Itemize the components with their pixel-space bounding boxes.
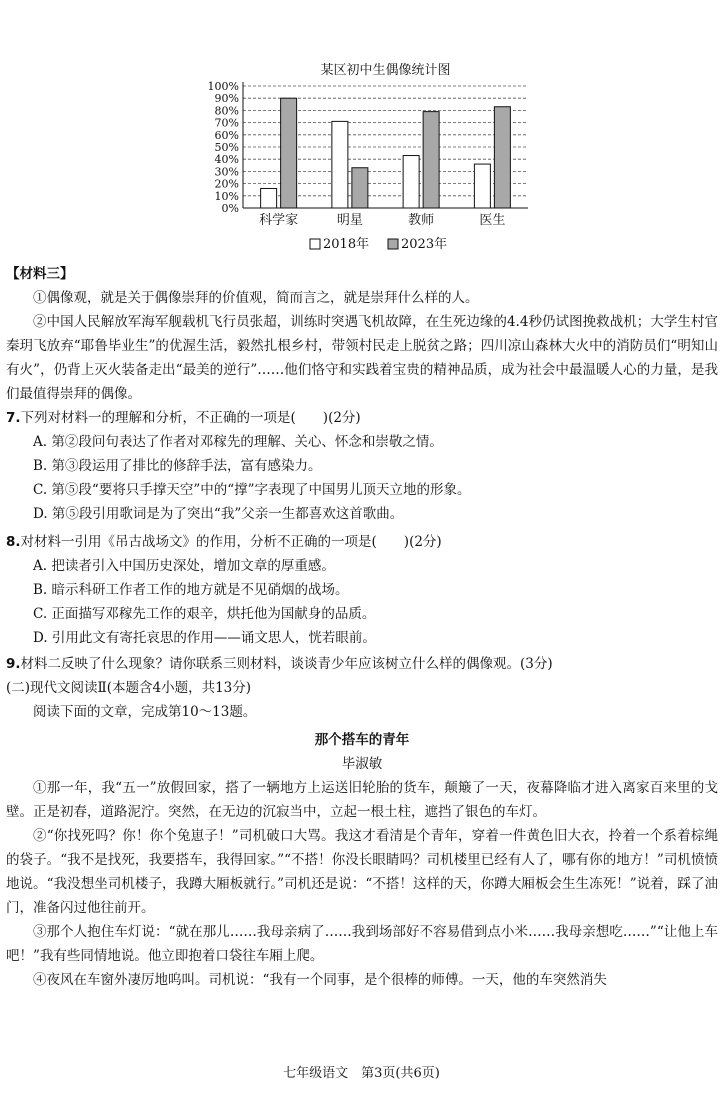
x-category-label: 科学家 [259, 213, 299, 228]
material3-section [6, 262, 718, 406]
legend-swatch [388, 239, 398, 249]
legend-swatch [310, 239, 320, 249]
question-9 [6, 652, 718, 724]
article-author: 毕淑敏 [341, 756, 383, 772]
question-7-stem: 下列对材料一的理解和分析，不正确的一项是( )(2分) [20, 410, 361, 426]
article-paragraph-4: ④夜风在车窗外凄厉地呜叫。司机说：“我有一个同事，是个很棒的师傅。一天，他的车突然消失 [33, 972, 607, 988]
question-8-option-b: B. 暗示科研工作者工作的地方就是不见硝烟的战场。 [33, 582, 349, 598]
question-7-option-c: C. 第⑤段“要将只手撑天空”中的“撑”字表现了中国男儿顶天立地的形象。 [33, 482, 471, 498]
material3-paragraph-2: ②中国人民解放军海军舰载机飞行员张超，训练时突遇飞机故障，在生死边缘的4.4秒仍试图挽救战机；大学生村官秦玥飞放弃“耶鲁毕业生”的优渥生活，毅然扎根乡村，带领村民走上脱贫之路；四川凉山森林大火中的消防员们“明知山有火”，仍背上灭火装备走出“最美的逆行”……他们恪守和实践着宝贵的精神品质，成为社会中最温暖人心的力量，是我们最值得崇拜的偶像。 [6, 314, 718, 402]
idol-statistics-chart [198, 56, 538, 268]
y-tick-label: 80% [214, 104, 239, 118]
question-7 [6, 406, 718, 526]
question-8 [6, 530, 718, 650]
x-category-label: 明星 [336, 213, 363, 228]
question-7-option-a: A. 第②段问句表达了作者对邓稼先的理解、关心、怀念和崇敬之情。 [33, 434, 443, 450]
y-tick-label: 10% [214, 189, 239, 203]
bar-chart-svg [198, 56, 538, 268]
question-8-option-a: A. 把读者引入中国历史深处，增加文章的厚重感。 [33, 558, 335, 574]
y-tick-label: 40% [214, 153, 239, 167]
bar-series-2 [352, 168, 368, 208]
bar-series-2 [494, 107, 510, 208]
y-tick-label: 0% [221, 202, 239, 215]
legend-label: 2023年 [401, 237, 448, 252]
y-tick-label: 20% [214, 177, 239, 191]
section-2-heading: (二)现代文阅读Ⅱ(本题含4小题，共13分) [6, 680, 252, 696]
article [6, 728, 718, 992]
question-8-option-d: D. 引用此文有寄托哀思的作用——诵文思人，恍若眼前。 [33, 630, 376, 646]
bar-series-2 [423, 112, 439, 208]
article-paragraph-1: ①那一年，我“五一”放假回家，搭了一辆地方上运送旧轮胎的货车，颠簸了一天，夜幕降临才进入离家百来里的戈壁。正是初春，道路泥泞。突然，在无边的沉寂当中，立起一根土柱，遮挡了银色的车灯。 [6, 780, 718, 820]
bar-series-1 [332, 121, 348, 208]
y-tick-label: 60% [214, 128, 239, 142]
bar-series-1 [261, 188, 277, 208]
y-tick-label: 90% [214, 92, 239, 106]
x-category-label: 医生 [479, 213, 506, 228]
material3-paragraph-1: ①偶像观，就是关于偶像崇拜的价值观，简而言之，就是崇拜什么样的人。 [33, 290, 479, 306]
article-paragraph-3: ③那个人抱住车灯说：“就在那儿……我母亲病了……我到场部好不容易借到点小米……我母亲想吃……”“让他上车吧！”我有些同情地说。他立即抱着口袋往车厢上爬。 [6, 924, 718, 964]
question-8-option-c: C. 正面描写邓稼先工作的艰辛，烘托他为国献身的品质。 [33, 606, 376, 622]
question-9-number: 9. [6, 656, 21, 672]
y-tick-label: 100% [207, 80, 239, 93]
chart-title: 某区初中生偶像统计图 [320, 63, 451, 78]
question-9-stem: 材料二反映了什么现象？请你联系三则材料，谈谈青少年应该树立什么样的偶像观。(3分) [20, 656, 553, 672]
y-tick-label: 50% [214, 141, 239, 154]
bar-series-2 [281, 98, 297, 208]
legend-label: 2018年 [323, 237, 370, 252]
page-footer: 七年级语文 第3页(共6页) [283, 1066, 440, 1081]
section-2-instruction: 阅读下面的文章，完成第10～13题。 [33, 704, 257, 720]
material3-heading: 【材料三】 [6, 266, 74, 282]
question-8-number: 8. [6, 534, 21, 550]
question-7-option-d: D. 第⑤段引用歌词是为了突出“我”父亲一生都喜欢这首歌曲。 [33, 506, 404, 522]
question-7-number: 7. [6, 410, 21, 426]
y-tick-label: 70% [214, 116, 239, 130]
question-8-stem: 对材料一引用《吊古战场文》的作用，分析不正确的一项是( )(2分) [20, 534, 442, 550]
article-title: 那个搭车的青年 [314, 732, 410, 748]
bar-series-1 [403, 156, 419, 208]
bar-series-1 [474, 164, 490, 208]
y-tick-label: 30% [214, 165, 239, 179]
x-category-label: 教师 [408, 213, 435, 228]
question-7-option-b: B. 第③段运用了排比的修辞手法，富有感染力。 [33, 458, 322, 474]
article-paragraph-2: ②“你找死吗？你！你个兔崽子！”司机破口大骂。我这才看清是个青年，穿着一件黄色旧大衣，拎着一个系着棕绳的袋子。“我不是找死，我要搭车，我得回家。”“不搭！你没长眼睛吗？司机楼里已经有人了，哪有你的地方！”司机愤愤地说。“我没想坐司机楼子，我蹲大厢板就行。”司机还是说：“不搭！这样的天，你蹲大厢板会生生冻死！”说着，踩了油门，准备闪过他往前开。 [6, 828, 718, 916]
